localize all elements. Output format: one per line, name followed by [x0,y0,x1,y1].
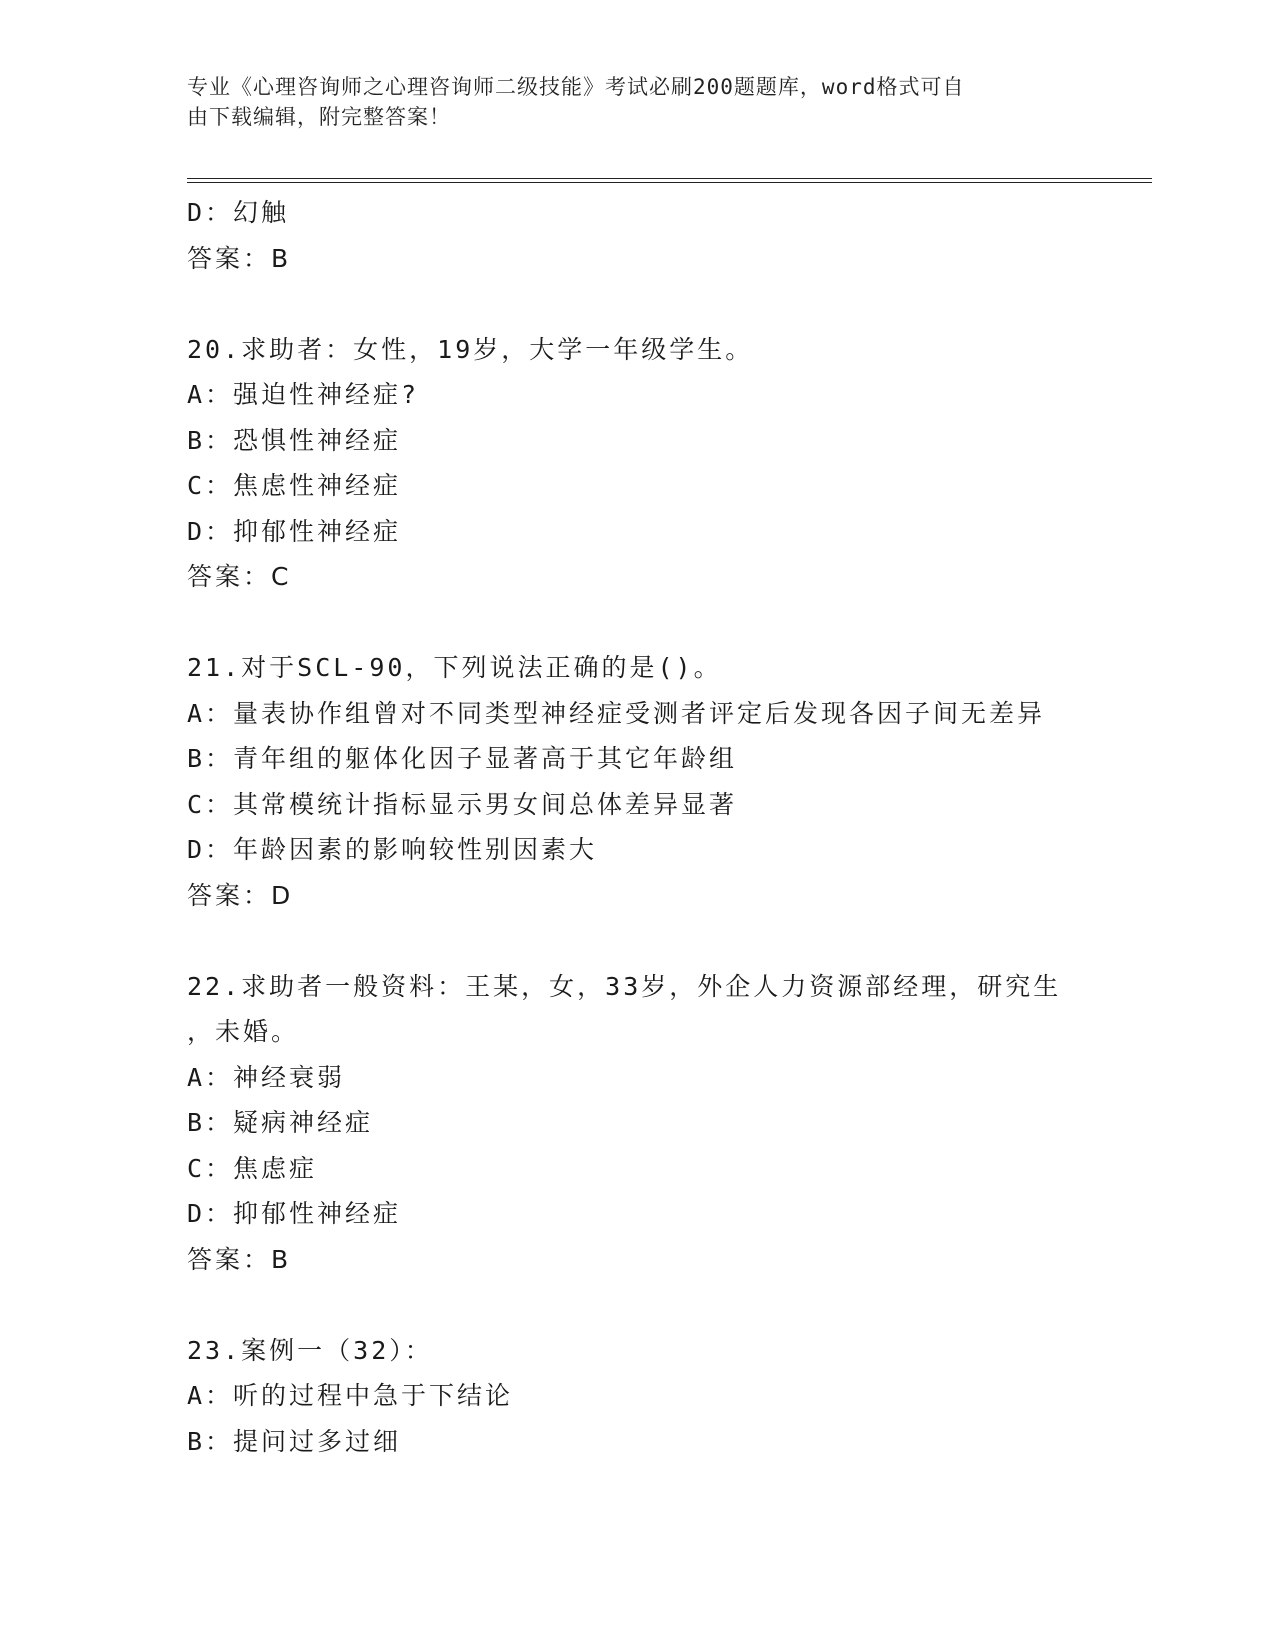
answer-line [187,1237,1152,1283]
answer-line [187,554,1152,600]
option-d: D：抑郁性神经症 [187,1199,402,1228]
option-d: D：抑郁性神经症 [187,516,402,546]
answer-label: 答案： [187,243,272,273]
option-a: A：听的过程中急于下结论 [187,1381,514,1410]
option-b: B：疑病神经症 [187,1108,374,1137]
header-divider-bottom [187,182,1152,183]
header-divider-top [187,178,1152,179]
option-c: C：焦虑症 [187,1153,318,1183]
option-a: A：量表协作组曾对不同类型神经症受测者评定后发现各因子间无差异 [187,698,1046,728]
answer-value: B [271,1244,290,1274]
option-d: D：年龄因素的影响较性别因素大 [187,835,598,864]
question-19-tail [187,190,1152,281]
answer-value: C [271,562,290,591]
answer-value: B [271,243,290,273]
question-21 [187,645,1152,918]
option-b: B：提问过多过细 [187,1426,402,1456]
option-b: B：恐惧性神经症 [187,425,402,455]
spacer [187,918,1152,964]
option-b: B：青年组的躯体化因子显著高于其它年龄组 [187,744,738,773]
option-c: C：焦虑性神经症 [187,471,402,500]
spacer [187,1282,1152,1328]
question-23 [187,1328,1152,1465]
document-header [187,72,1067,132]
header-line-1: 专业《心理咨询师之心理咨询师二级技能》考试必刷200题题库，word格式可自 [187,75,965,99]
question-stem: 20.求助者：女性，19岁，大学一年级学生。 [187,334,754,364]
question-22 [187,964,1152,1283]
question-stem-line-2: ，未婚。 [187,1017,300,1046]
answer-label: 答案： [187,880,272,910]
question-list [187,190,1152,1464]
question-20 [187,327,1152,600]
question-stem: 21.对于SCL-90，下列说法正确的是()。 [187,653,722,682]
answer-label: 答案： [187,1244,272,1274]
answer-line [187,236,1152,282]
answer-value: D [271,880,292,910]
spacer [187,600,1152,646]
option-a: A：强迫性神经症? [187,380,420,409]
answer-label: 答案： [187,562,272,591]
question-stem-line-1: 22.求助者一般资料：王某，女，33岁，外企人力资源部经理，研究生 [187,971,1062,1001]
answer-line [187,873,1152,919]
header-line-2: 由下载编辑，附完整答案！ [187,105,451,129]
option-a: A：神经衰弱 [187,1062,346,1092]
option-d: D：幻触 [187,198,290,227]
spacer [187,281,1152,327]
option-c: C：其常模统计指标显示男女间总体差异显著 [187,789,738,819]
question-stem: 23.案例一（32）： [187,1335,433,1365]
